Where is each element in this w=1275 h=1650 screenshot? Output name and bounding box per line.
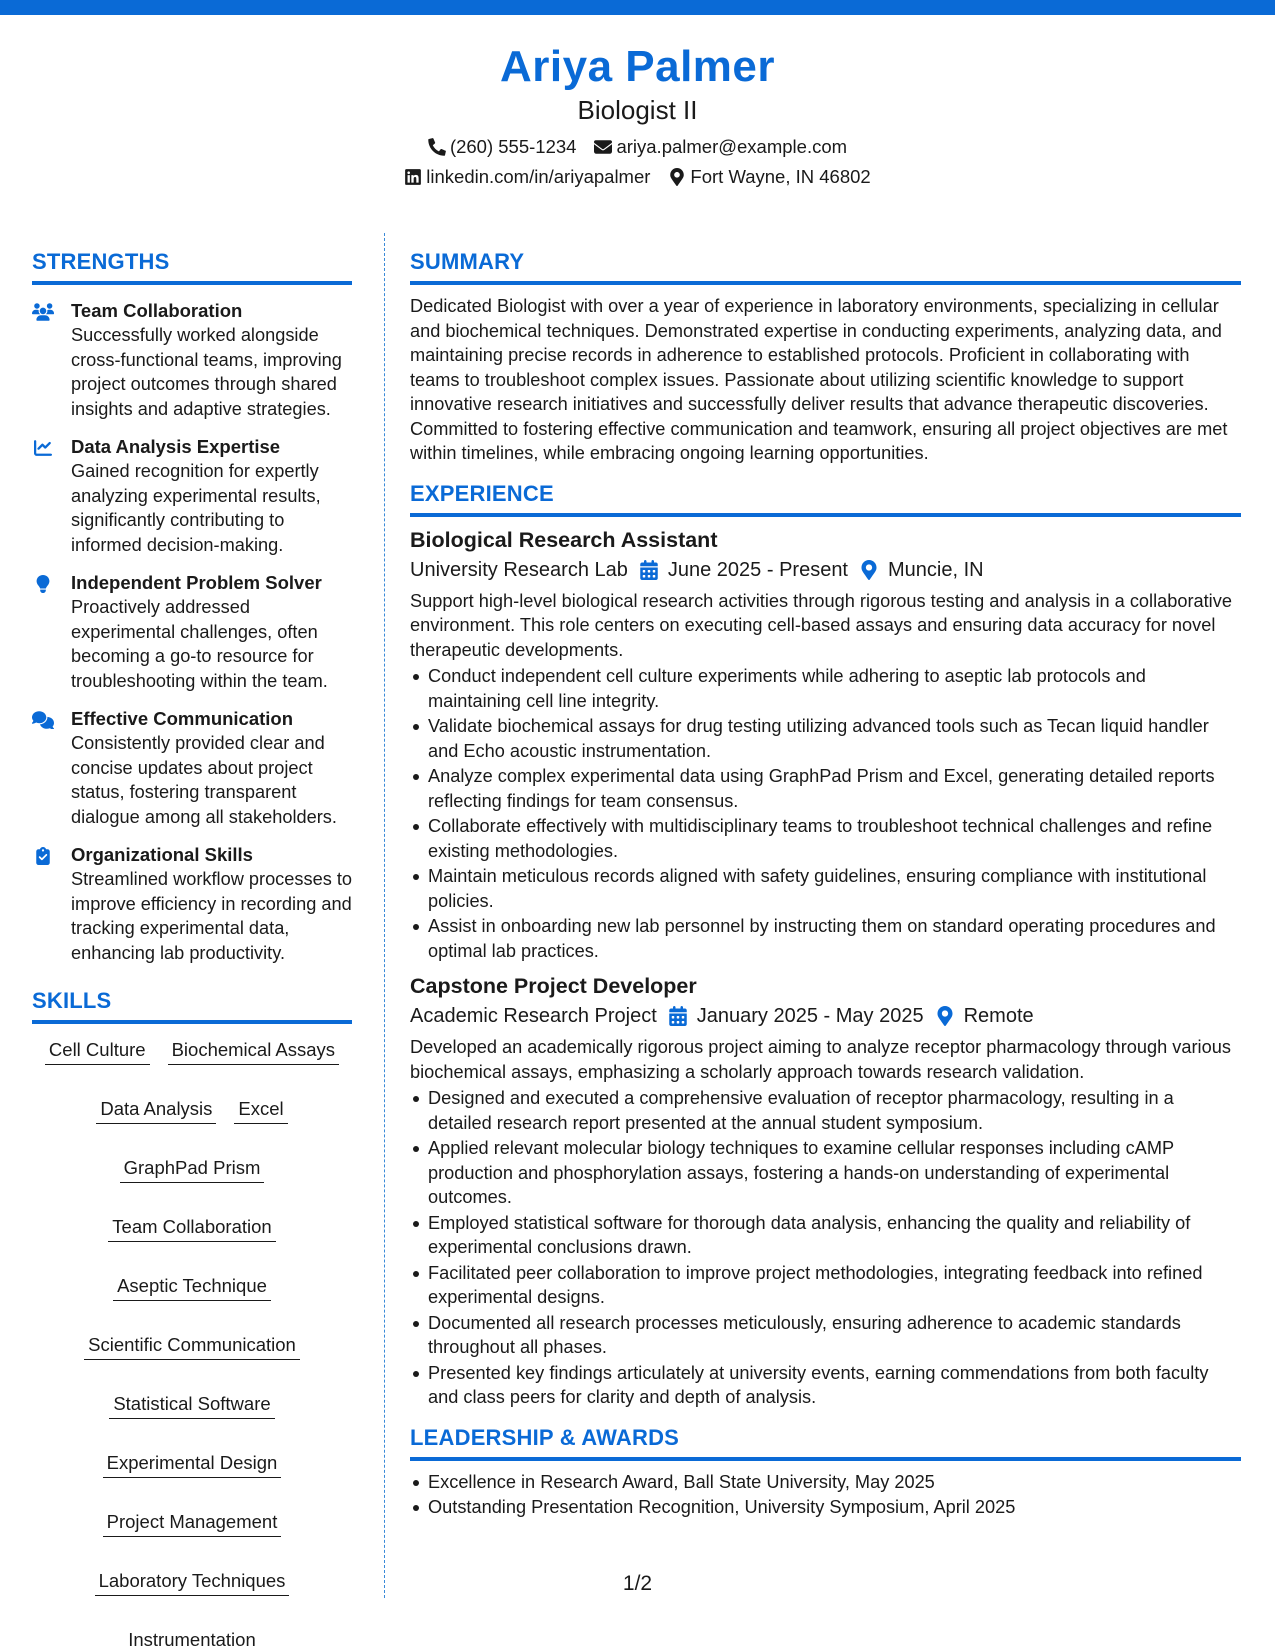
experience-heading: EXPERIENCE [410, 480, 1241, 517]
linkedin-text[interactable]: linkedin.com/in/ariyapalmer [426, 166, 651, 187]
skill-tag: Excel [234, 1097, 287, 1124]
job-location: Remote [963, 1005, 1034, 1027]
job-dates: January 2025 - May 2025 [696, 1005, 924, 1027]
calendar-icon [669, 1006, 687, 1026]
bullet-item: Designed and executed a comprehensive evaluation of receptor pharmacology, resulting in a detailed research report presented at the annual student symposium. [410, 1086, 1241, 1135]
left-column [32, 248, 352, 1650]
strengths-heading: STRENGTHS [32, 248, 352, 285]
candidate-title: Biologist II [577, 95, 698, 125]
bullet-item: Presented key findings articulately at university events, earning commendations from both faculty and class peers for clarity and depth of analysis. [410, 1361, 1241, 1410]
phone-icon [428, 138, 446, 156]
bullet-item: Assist in onboarding new lab personnel by instructing them on standard operating procedures and optimal lab practices. [410, 914, 1241, 963]
strength-title: Independent Problem Solver [71, 572, 322, 593]
bullet-item: Documented all research processes meticulously, ensuring adherence to academic standards throughout all phases. [410, 1311, 1241, 1360]
leadership-heading: LEADERSHIP & AWARDS [410, 1424, 1241, 1461]
skill-tag: Laboratory Techniques [95, 1569, 290, 1596]
page-number: 1/2 [622, 1572, 653, 1595]
skill-tag: Project Management [103, 1510, 282, 1537]
linkedin-icon [404, 168, 422, 186]
strength-desc: Streamlined workflow processes to improve efficiency in recording and tracking experimental data, enhancing lab productivity. [71, 869, 353, 963]
job-bullets [410, 664, 1241, 963]
comments-icon [32, 711, 54, 729]
award-item: Outstanding Presentation Recognition, University Symposium, April 2025 [410, 1495, 1241, 1520]
job-org: Academic Research Project [410, 1005, 657, 1027]
job-meta [410, 1001, 1241, 1031]
skill-tag: Biochemical Assays [168, 1038, 339, 1065]
bullet-item: Analyze complex experimental data using GraphPad Prism and Excel, generating detailed reports reflecting findings for team consensus. [410, 764, 1241, 813]
contact-row-2 [0, 162, 1275, 192]
location-contact [668, 162, 870, 192]
skill-tag: Scientific Communication [84, 1333, 300, 1360]
bullet-item: Employed statistical software for thorough data analysis, enhancing the quality and reliability of experimental conclusions drawn. [410, 1211, 1241, 1260]
job-location: Muncie, IN [888, 558, 984, 581]
column-divider [384, 233, 385, 1598]
job-org: University Research Lab [410, 558, 628, 581]
strength-desc: Successfully worked alongside cross-functional teams, improving project outcomes through shared insights and adaptive strategies. [71, 325, 342, 419]
linkedin-contact[interactable] [404, 162, 650, 192]
strength-title: Data Analysis Expertise [71, 436, 281, 457]
skill-tag: Cell Culture [45, 1038, 150, 1065]
skill-tag: Aseptic Technique [113, 1274, 271, 1301]
chart-line-icon [32, 439, 54, 457]
strength-title: Effective Communication [71, 708, 294, 729]
bullet-item: Validate biochemical assays for drug testing utilizing advanced tools such as Tecan liquid handler and Echo acoustic instrumentation. [410, 714, 1241, 763]
email-text[interactable]: ariya.palmer@example.com [616, 136, 848, 157]
skill-tag: Instrumentation [124, 1628, 260, 1650]
skill-tag: GraphPad Prism [120, 1156, 265, 1183]
strength-desc: Gained recognition for expertly analyzing experimental results, significantly contributing to informed decision-making. [71, 461, 321, 555]
candidate-name: Ariya Palmer [499, 42, 776, 91]
skill-tag: Team Collaboration [108, 1215, 275, 1242]
right-column [410, 248, 1241, 1520]
skills-list [32, 1038, 352, 1650]
email-contact[interactable] [594, 132, 847, 162]
bullet-item: Conduct independent cell culture experiments while adhering to aseptic lab protocols and maintaining cell line integrity. [410, 664, 1241, 713]
skill-tag: Experimental Design [103, 1451, 282, 1478]
job-entry [410, 971, 1241, 1410]
resume-header [0, 40, 1275, 192]
map-pin-icon [860, 560, 878, 580]
strength-item [32, 843, 352, 965]
award-item: Excellence in Research Award, Ball State University, May 2025 [410, 1470, 1241, 1495]
envelope-icon [594, 138, 612, 156]
job-bullets [410, 1086, 1241, 1410]
skills-heading: SKILLS [32, 987, 352, 1024]
location-text: Fort Wayne, IN 46802 [690, 166, 871, 187]
strength-desc: Consistently provided clear and concise updates about project status, fostering transparent dialogue among all stakeholders. [71, 733, 337, 827]
job-meta [410, 555, 1241, 585]
strength-desc: Proactively addressed experimental challenges, often becoming a go-to resource for troubleshooting within the team. [71, 597, 328, 691]
summary-text: Dedicated Biologist with over a year of experience in laboratory environments, specializing in cellular and biochemical techniques. Demonstrated expertise in conducting experiments, analyzing data, and maintaining precise records in adherence to established protocols. Proficient in collaborating with teams to troubleshoot complex issues. Passionate about utilizing scientific knowledge to support innovative research initiatives and successfully deliver results that advance therapeutic discoveries. Committed to fostering effective communication and teamwork, ensuring all project objectives are met within timelines, while embracing ongoing learning opportunities. [410, 296, 1228, 463]
bullet-item: Collaborate effectively with multidisciplinary teams to troubleshoot technical challenges and refine existing methodologies. [410, 814, 1241, 863]
clipboard-check-icon [32, 847, 54, 865]
strength-item [32, 435, 352, 557]
bullet-item: Maintain meticulous records aligned with safety guidelines, ensuring compliance with institutional policies. [410, 864, 1241, 913]
top-accent-bar [0, 0, 1275, 15]
calendar-icon [640, 560, 658, 580]
awards-list [410, 1470, 1241, 1520]
users-icon [32, 303, 54, 321]
lightbulb-icon [32, 575, 54, 593]
job-description: Developed an academically rigorous project aiming to analyze receptor pharmacology through various biochemical assays, emphasizing a scholarly approach towards research validation. [410, 1037, 1231, 1082]
strength-title: Team Collaboration [71, 300, 243, 321]
summary-heading: SUMMARY [410, 248, 1241, 285]
job-role: Biological Research Assistant [410, 527, 718, 552]
strength-item [32, 299, 352, 421]
skill-tag: Data Analysis [96, 1097, 216, 1124]
job-dates: June 2025 - Present [667, 558, 848, 581]
job-entry [410, 525, 1241, 964]
strength-title: Organizational Skills [71, 844, 253, 865]
map-pin-icon [936, 1006, 954, 1026]
contact-row-1 [0, 132, 1275, 162]
strength-item [32, 571, 352, 693]
job-role: Capstone Project Developer [410, 974, 697, 998]
phone-contact [428, 132, 577, 162]
phone-text: (260) 555-1234 [449, 136, 577, 157]
strength-item [32, 707, 352, 829]
bullet-item: Applied relevant molecular biology techniques to examine cellular responses including cAMP production and phosphorylation assays, fostering a hands-on understanding of experimental outcomes. [410, 1136, 1241, 1210]
skill-tag: Statistical Software [109, 1392, 274, 1419]
map-pin-icon [668, 168, 686, 186]
bullet-item: Facilitated peer collaboration to improve project methodologies, integrating feedback into refined experimental designs. [410, 1261, 1241, 1310]
job-description: Support high-level biological research activities through rigorous testing and analysis in a collaborative environment. This role centers on executing cell-based assays and ensuring data accuracy for novel therapeutic developments. [410, 590, 1232, 660]
